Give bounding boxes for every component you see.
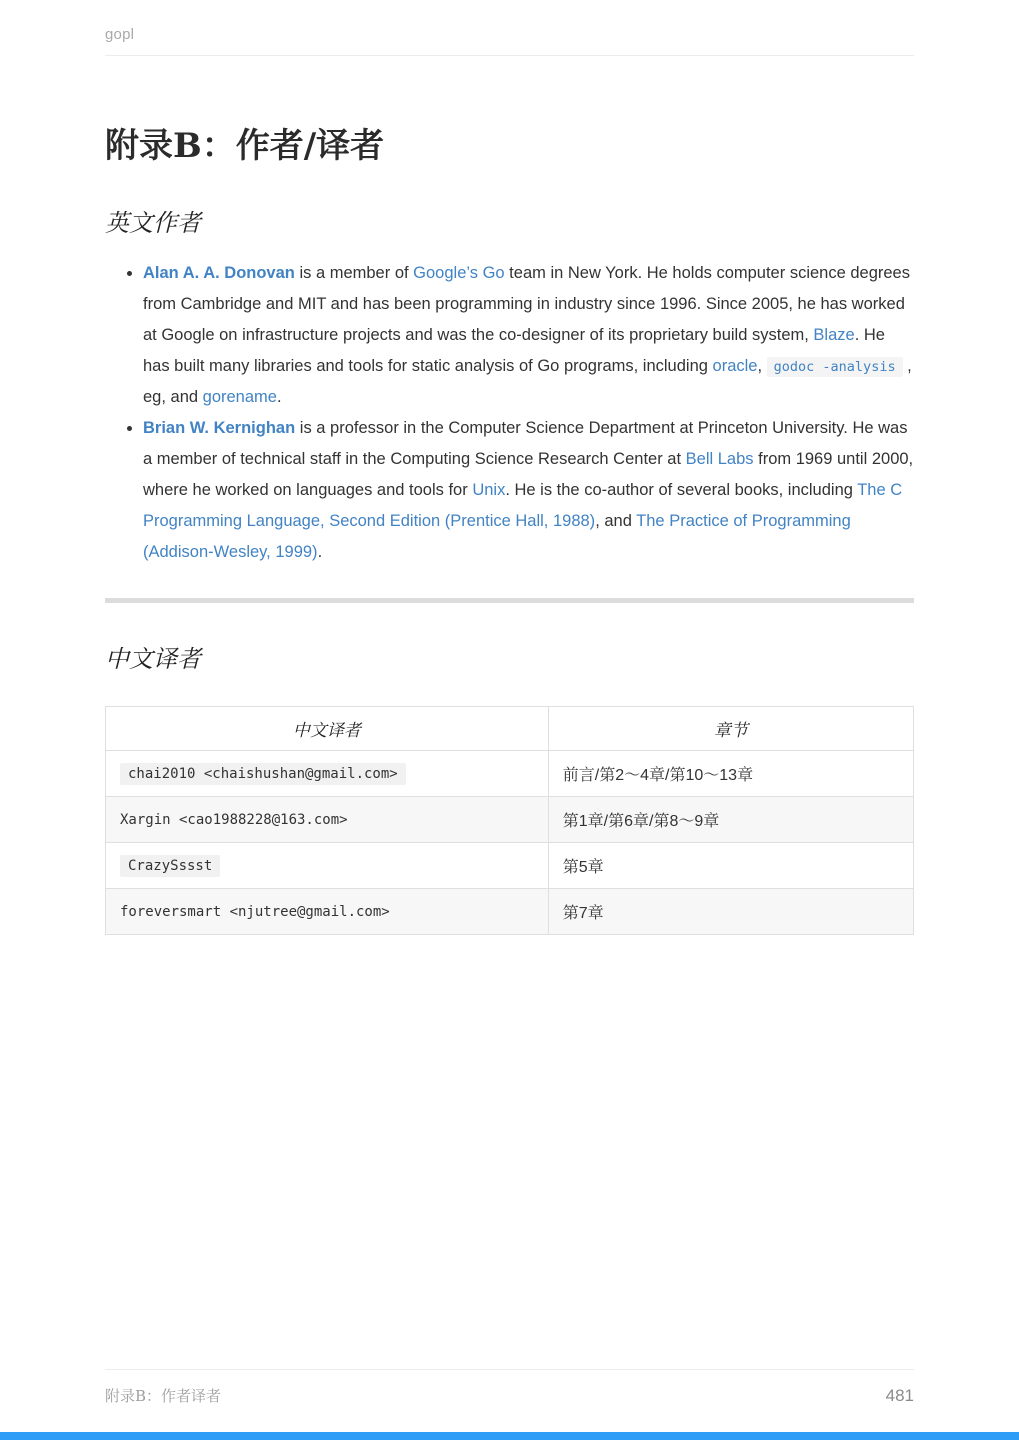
link-unix[interactable]: Unix: [472, 481, 506, 500]
page-footer: [105, 1369, 914, 1432]
translator-cell: foreversmart <njutree@gmail.com>: [106, 889, 549, 935]
link-blaze[interactable]: Blaze: [813, 326, 855, 345]
translator-code-chip: chai2010 <chaishushan@gmail.com>: [120, 763, 406, 785]
translators-header-row: [106, 707, 914, 751]
column-header-chapters: 章节: [548, 707, 913, 751]
translator-row: [106, 797, 914, 843]
chapters-cell: 前言/第2～4章/第10～13章: [548, 751, 913, 797]
footer-chapter-label: 附录B：作者译者: [105, 1387, 222, 1405]
page-header: [105, 0, 914, 56]
section-divider: [105, 598, 914, 603]
link-googles-go[interactable]: Google’s Go: [413, 264, 505, 282]
bottom-accent-bar: [0, 1432, 1019, 1440]
link-godoc-analysis[interactable]: godoc -analysis: [767, 357, 903, 377]
translators-table: [105, 706, 914, 935]
translator-row: [106, 751, 914, 797]
chapters-cell: 第1章/第6章/第8～9章: [548, 797, 913, 843]
author-list-item: • Alan A. A. Donovan is a member of Google’s Go team in New York. He holds computer science degrees from Cambridge and MIT and has been programming in industry since 1996. Since 2005, he has worked at Google on infrastructure projects and was the co-designer of its proprietary build system, Blaze. He has built many libraries and tools for static analysis of Go programs, including oracle, godoc -analysis , eg, and gorename.: [143, 258, 914, 413]
chapters-cell: 第7章: [548, 889, 913, 935]
translator-row: [106, 889, 914, 935]
translator-cell: [106, 751, 549, 797]
translator-cell: Xargin <cao1988228@163.com>: [106, 797, 549, 843]
link-bell-labs[interactable]: Bell Labs: [685, 450, 754, 469]
section-heading-english-authors: 英文作者: [105, 209, 201, 237]
column-header-translator: 中文译者: [106, 707, 549, 751]
link-oracle[interactable]: oracle: [712, 357, 758, 376]
author-list-item: • Brian W. Kernighan is a professor in the Computer Science Department at Princeton University. He was a member of technical staff in the Computing Science Research Center at Bell Labs from 1969 until 2000, where he worked on languages and tools for Unix. He is the co-author of several books, including The C Programming Language, Second Edition (Prentice Hall, 1988), and The Practice of Programming (Addison-Wesley, 1999).: [143, 413, 914, 568]
main-content: [0, 56, 1019, 935]
translators-table-body: [106, 751, 914, 935]
translator-row: [106, 843, 914, 889]
link-alan-donovan[interactable]: Alan A. A. Donovan: [143, 264, 295, 282]
translator-cell: [106, 843, 549, 889]
link-brian-kernighan[interactable]: Brian W. Kernighan: [143, 419, 296, 438]
english-authors-list: [105, 258, 914, 568]
chapters-cell: 第5章: [548, 843, 913, 889]
translators-table-head: [106, 707, 914, 751]
link-practice-of-programming[interactable]: The Practice of Programming (Addison-Wesley, 1999): [143, 512, 851, 562]
link-c-programming-language[interactable]: The C Programming Language, Second Edition (Prentice Hall, 1988): [143, 481, 903, 531]
link-gorename[interactable]: gorename: [202, 388, 277, 407]
section-heading-chinese-translators: 中文译者: [105, 645, 201, 674]
book-title: gopl: [105, 26, 135, 43]
translator-code-chip: CrazySssst: [120, 855, 220, 877]
page-title: 附录B：作者/译者: [105, 126, 385, 166]
page-number: 481: [885, 1386, 914, 1405]
